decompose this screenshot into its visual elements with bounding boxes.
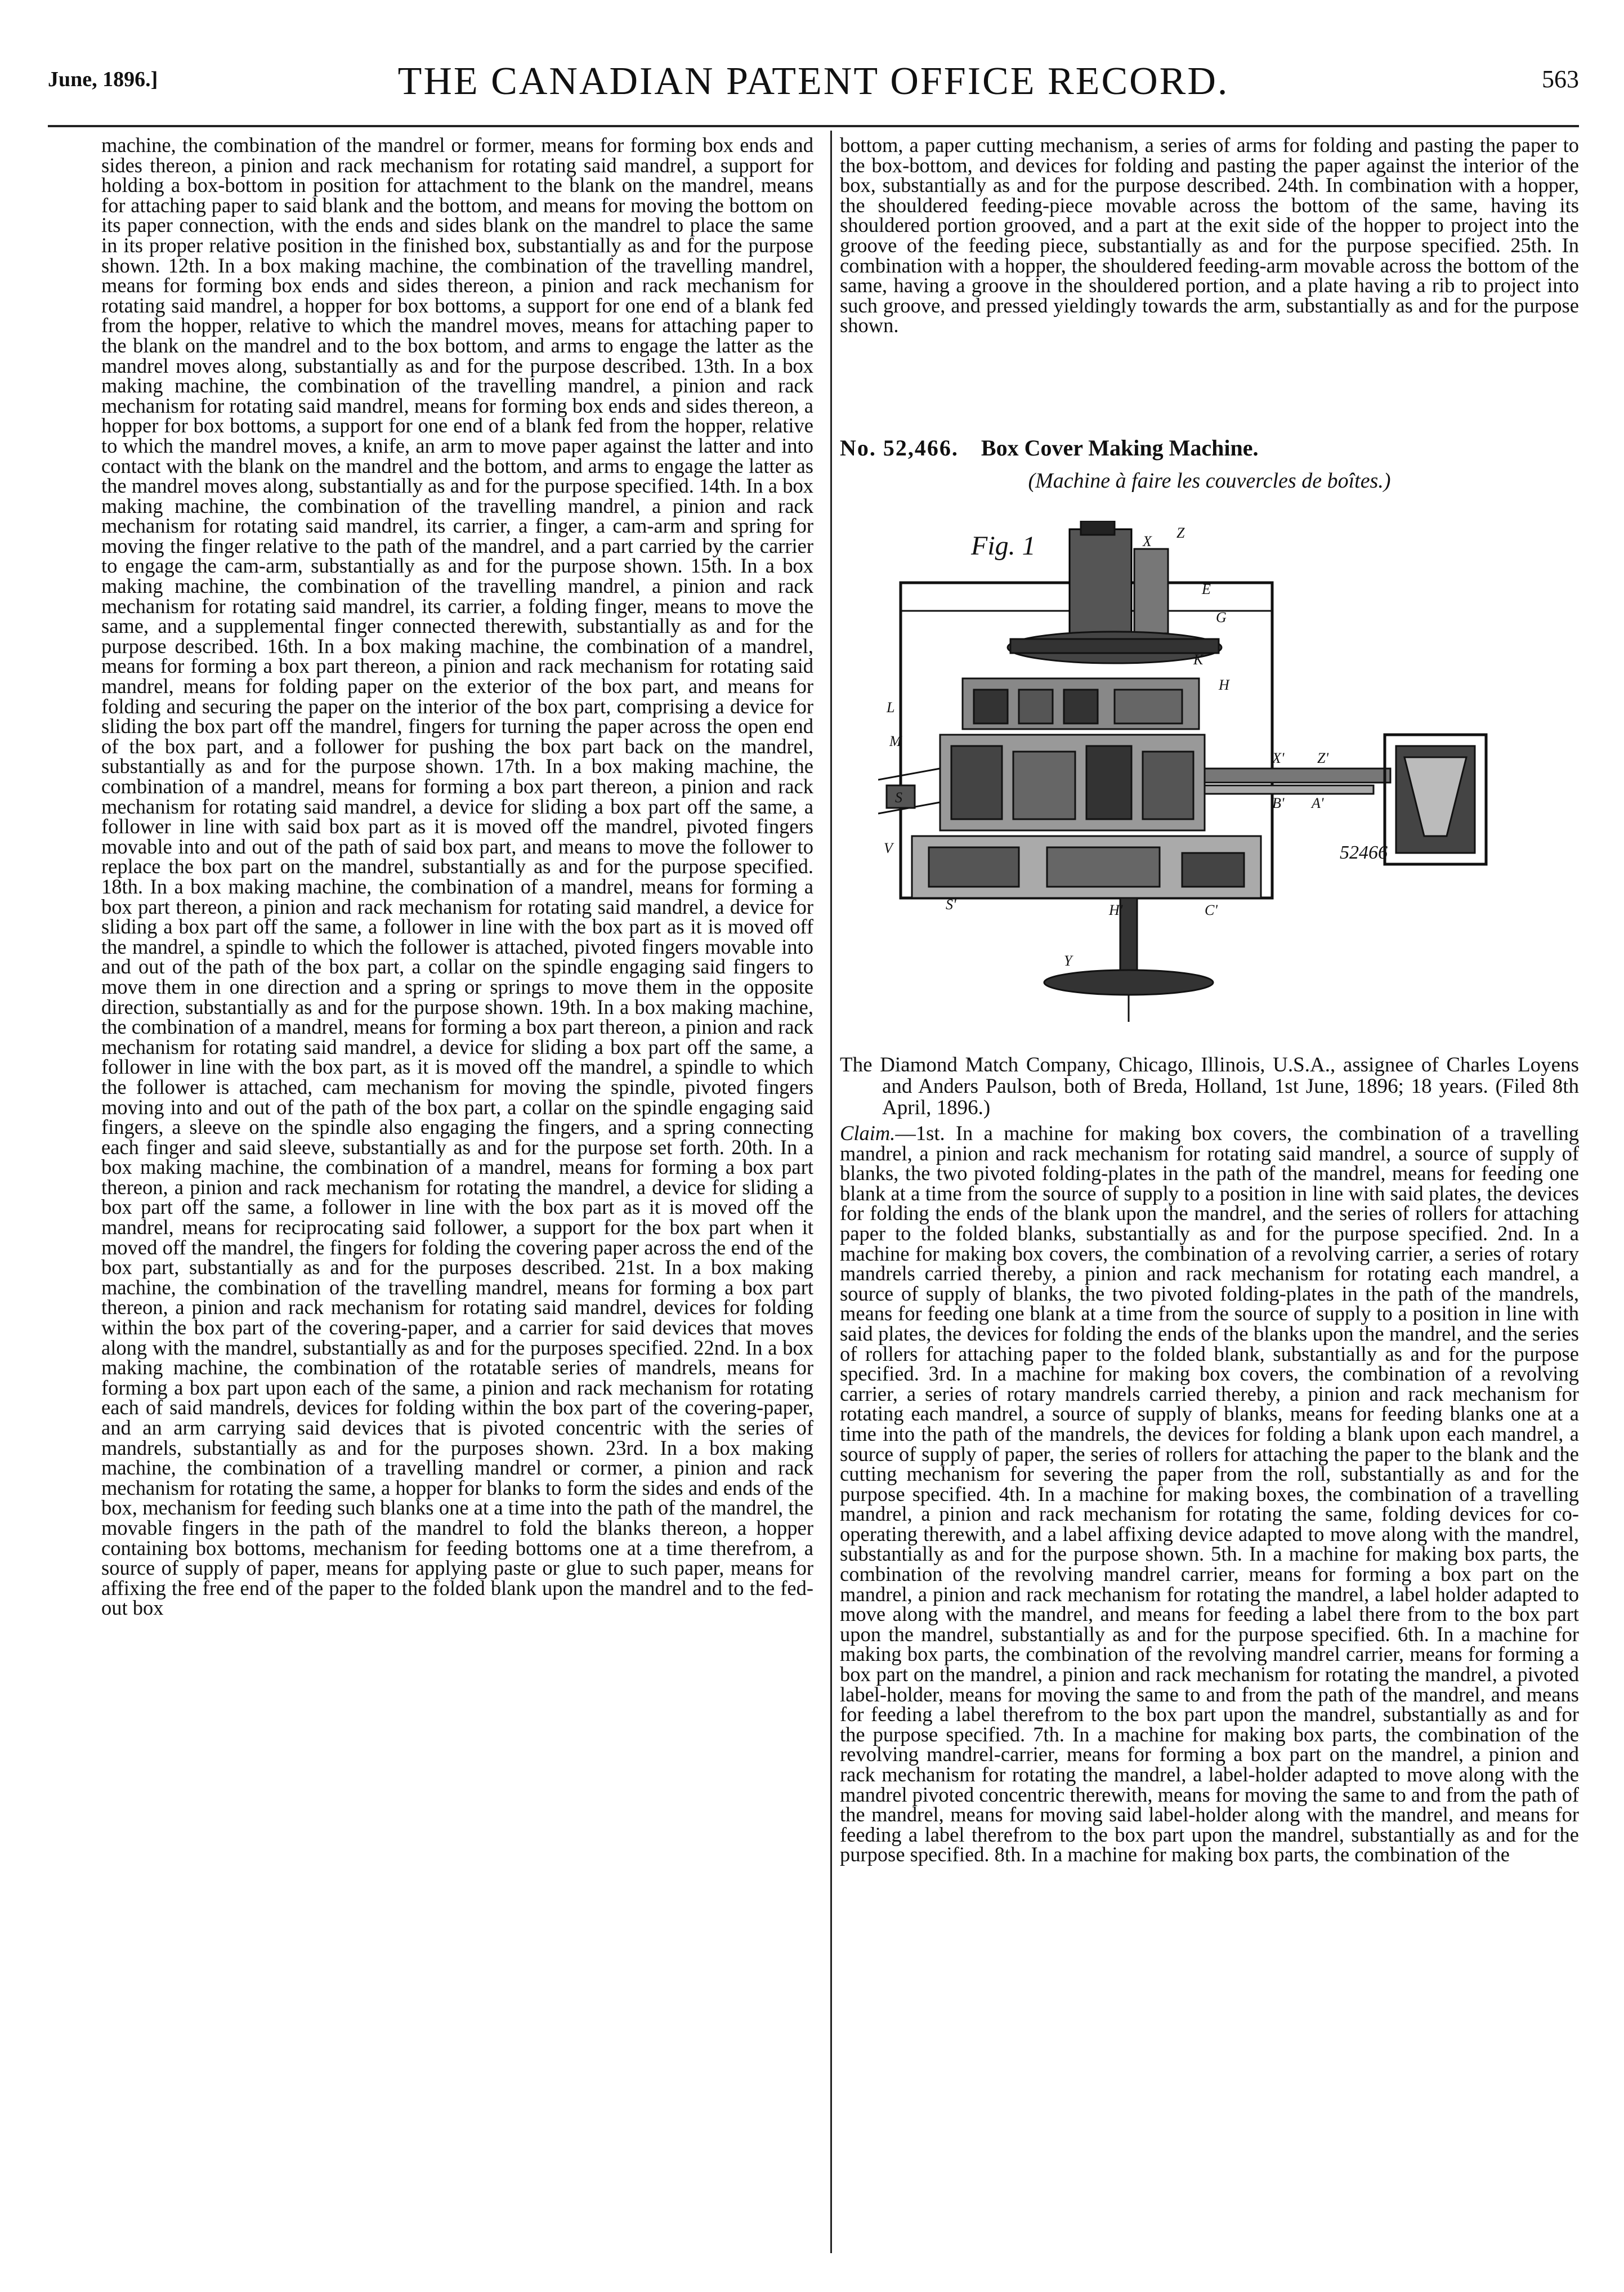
svg-text:E: E <box>1202 581 1211 597</box>
svg-text:M: M <box>889 733 902 749</box>
assignee-text: The Diamond Match Company, Chicago, Illinois, U.S.A., assignee of Charles Loyens and Anders Paulson, both of Breda, Holland, 1st June, 1896; 18 years. (Filed 8th April, 1896.) <box>840 1053 1579 1119</box>
column-divider <box>830 131 832 2253</box>
svg-text:H': H' <box>1109 902 1123 918</box>
page-number: 563 <box>1542 65 1579 93</box>
right-column-continuation-text: bottom, a paper cutting mechanism, a series of arms for folding and pasting the paper to the box-bottom, and devices for folding and pasting the paper against the interior of the box, substantially as and for the purpose described. 24th. In combination with a hopper, the shouldered feeding-piece movable across the bottom of the same, having its shouldered portion grooved, and a part at the exit side of the hopper to project into the groove of the feeding piece, substantially as and for the purpose specified. 25th. In combination with a hopper, the shouldered feeding-arm movable across the bottom of the same, having a groove in the shouldered portion, and a plate having a rib to project into such groove, and pressed yieldingly towards the arm, substantially as and for the purpose shown. <box>840 135 1579 337</box>
svg-text:Z: Z <box>1176 525 1185 541</box>
right-column-continuation <box>840 135 1579 419</box>
page-header <box>48 59 1579 113</box>
svg-text:G: G <box>1216 609 1227 626</box>
assignee-block <box>840 1055 1579 1119</box>
patent-title: Box Cover Making Machine. <box>981 435 1259 461</box>
svg-text:X': X' <box>1272 750 1285 766</box>
svg-text:L: L <box>887 699 895 716</box>
svg-text:B': B' <box>1272 795 1285 811</box>
svg-text:V: V <box>884 840 893 856</box>
figure-label: Fig. 1 <box>971 531 1036 561</box>
patent-heading <box>840 435 1579 461</box>
svg-text:S: S <box>895 789 902 806</box>
svg-text:K: K <box>1193 651 1204 668</box>
left-column <box>101 135 813 2241</box>
patent-number: No. 52,466. <box>840 435 959 461</box>
svg-text:A': A' <box>1312 795 1324 811</box>
claim-label: Claim. <box>840 1123 896 1145</box>
svg-text:H: H <box>1219 677 1229 693</box>
left-column-text: machine, the combination of the mandrel or former, means for forming box ends and sides thereon, a pinion and rack mechanism for rotating said mandrel, a support for holding a box-bottom in position for attachment to the blank on the mandrel, means for attaching paper to said blank and the bottom, and means for moving the bottom on its paper connection, with the ends and sides blank on the mandrel to place the same in its proper relative position in the finished box, substantially as and for the purpose shown. 12th. In a box making machine, the combination of the travelling mandrel, means for forming box ends and sides thereon, a pinion and rack mechanism for rotating said mandrel, a hopper for box bottoms, a support for one end of a blank fed from the hopper, relative to which the mandrel moves, means for attaching paper to the blank on the mandrel and to the box bottom, and arms to engage the latter as the mandrel moves along, substantially as and for the purpose described. 13th. In a box making machine, the combination of the travelling mandrel, a pinion and rack mechanism for rotating said mandrel, means for forming box ends and sides thereon, a hopper for box bottoms, a support for one end of a blank fed from the hopper, relative to which the mandrel moves, a knife, an arm to move paper against the latter and into contact with the blank on the mandrel and the bottom, and arms to engage the latter as the mandrel moves along, substantially as and for the purpose specified. 14th. In a box making machine, the combination of the travelling mandrel, a pinion and rack mechanism for rotating said mandrel, its carrier, a finger, a cam-arm and spring for moving the finger relative to the path of the mandrel, and a part carried by the carrier to engage the cam-arm, substantially as and for the purpose shown. 15th. In a box making machine, the combination of the travelling mandrel, a pinion and rack mechanism for rotating said mandrel, its carrier, a folding finger, means to move the same, and a supplemental finger connected therewith, substantially as and for the purpose described. 16th. In a box making machine, the combination of a mandrel, means for forming a box part thereon, a pinion and rack mechanism for rotating said mandrel, means for folding paper on the exterior of the box part, and means for folding and securing the paper on the interior of the box part, comprising a device for sliding the box part off the mandrel, fingers for turning the paper across the open end of the box part, and a follower for pushing the box part back on the mandrel, substantially as and for the purpose shown. 17th. In a box making machine, the combination of a mandrel, means for forming a box part thereon, a pinion and rack mechanism for rotating said mandrel, a device for sliding a box part off the same, a follower in line with said box part as it is moved off the mandrel, pivoted fingers movable into and out of the path of said box part, and means to move the follower to replace the box part on the mandrel, substantially as and for the purpose specified. 18th. In a box making machine, the combination of a mandrel, means for forming a box part thereon, a pinion and rack mechanism for rotating said mandrel, a device for sliding a box part off the same, a follower in line with the box part as it is moved off the mandrel, a spindle to which the follower is attached, pivoted fingers movable into and out of the path of the box part, a collar on the spindle engaging said fingers to move them in one direction and a spring or springs to move them in the opposite direction, substantially as and for the purpose shown. 19th. In a box making machine, the combination of a mandrel, means for forming a box part thereon, a pinion and rack mechanism for rotating said mandrel, a device for sliding a box part off the same, a follower in line with the box part, as it is moved off the mandrel, a spindle to which the follower is attached, cam mechanism for moving the spindle, pivoted fingers moving into and out of the path of the box part, a collar on the spindle engaging said fingers, a sleeve on the spindle also engaging the fingers, and a spring connecting each finger and said sleeve, substantially as and for the purpose set forth. 20th. In a box making machine, the combination of a mandrel, means for forming a box part thereon, a pinion and rack mechanism for rotating the mandrel, a device for sliding a box part off the same, a follower in line with the box part as it is moved off the mandrel, means for reciprocating said follower, a support for the box part when it moved off the mandrel, the fingers for folding the covering paper across the end of the box part, substantially as and for the purposes described. 21st. In a box making machine, the combination of the travelling mandrel, means for forming a box part thereon, a pinion and rack mechanism for rotating said mandrel, devices for folding within the box part of the covering-paper, and a carrier for said devices that moves along with the mandrel, substantially as and for the purposes specified. 22nd. In a box making machine, the combination of the rotatable series of mandrels, means for forming a box part upon each of the same, a pinion and rack mechanism for rotating each of said mandrels, devices for folding within the box part of the covering-paper, and an arm carrying said devices that is pivoted concentric with the series of mandrels, substantially as and for the purposes shown. 23rd. In a box making machine, the combination of a travelling mandrel or cormer, a pinion and rack mechanism for rotating the same, a hopper for blanks to form the sides and ends of the box, mechanism for feeding such blanks one at a time into the path of the mandrel, the movable fingers in the path of the mandrel to fold the blanks thereon, a hopper containing box bottoms, mechanism for feeding bottoms one at a time therefrom, a source of supply of paper, means for applying paste or glue to such paper, means for affixing the free end of the paper to the folded blank upon the mandrel and to the fed-out box <box>101 135 813 1620</box>
svg-text:C': C' <box>1205 902 1218 918</box>
claims-text: —1st. In a machine for making box covers, the combination of a travelling mandrel, a pinion and rack mechanism for rotating said mandrel, a source of supply of blanks, the two pivoted folding-plates in the path of the mandrel, means for feeding one blank at a time from the source of supply to a position in line with said plates, the devices for folding the ends of the blank upon the mandrel, and the series of rollers for attaching paper to the folded blanks, substantially as and for the purpose specified. 2nd. In a machine for making box covers, the combination of a revolving carrier, a series of rotary mandrels carried thereby, a pinion and rack mechanism for rotating each mandrel, a source of supply of blanks, the two pivoted folding-plates in the path of the mandrels, means for feeding one blank at a time from the source of supply to a position in line with said plates, the devices for folding the ends of the blanks upon the mandrel, and the series of rollers for attaching paper to the folded blank, substantially as and for the purpose specified. 3rd. In a machine for making box covers, the combination of a revolving carrier, a series of rotary mandrels carried thereby, a pinion and rack mechanism for rotating each mandrel, a source of supply of blanks, means for feeding blanks one at a time into the path of the mandrels, the devices for folding a blank upon each mandrel, a source of supply of paper, the series of rollers for attaching the paper to the blank and the cutting mechanism for severing the paper from the roll, substantially as and for the purpose specified. 4th. In a machine for making boxes, the combination of a travelling mandrel, a pinion and rack mechanism for rotating the same, folding devices for co-operating therewith, and a label affixing device adapted to move along with the mandrel, substantially as and for the purpose shown. 5th. In a machine for making box parts, the combination of the revolving mandrel carrier, means for forming a box part on the mandrel, a pinion and rack mechanism for rotating the mandrel, a label holder adapted to move along with the mandrel, and means for feeding a label there from to the box part upon the mandrel, substantially as and for the purpose specified. 6th. In a machine for making box parts, the combination of the revolving mandrel carrier, means for forming a box part on the mandrel, a pinion and rack mechanism for rotating the mandrel, a pivoted label-holder, means for moving the same to and from the path of the mandrel, and means for feeding a label therefrom to the box part upon the mandrel, substantially as and for the purpose specified. 7th. In a machine for making box parts, the combination of the revolving mandrel-carrier, means for forming a box part on the mandrel, a pinion and rack mechanism for rotating the mandrel, a label-holder adapted to move along with the mandrel pivoted concentric therewith, means for moving the same to and from the path of the mandrel, means for moving said label-holder along with the mandrel, and means for feeding a label therefrom to the box part upon the mandrel, substantially as and for the purpose specified. 8th. In a machine for making box parts, the combination of the <box>840 1123 1579 1866</box>
patent-claims <box>840 1123 1579 2246</box>
svg-text:Y: Y <box>1064 953 1072 969</box>
publication-title: THE CANADIAN PATENT OFFICE RECORD. <box>397 60 1229 103</box>
machine-drawing <box>878 521 1509 1025</box>
header-rule <box>48 125 1579 127</box>
issue-date: June, 1896.] <box>48 68 158 91</box>
svg-text:Z': Z' <box>1317 750 1329 766</box>
patent-figure-svg <box>878 521 1509 1025</box>
svg-text:X: X <box>1143 533 1152 549</box>
figure-ref-number: 52466 <box>1340 842 1388 863</box>
patent-french-title: (Machine à faire les couvercles de boîtes.) <box>1028 469 1391 493</box>
svg-text:S': S' <box>946 896 956 913</box>
